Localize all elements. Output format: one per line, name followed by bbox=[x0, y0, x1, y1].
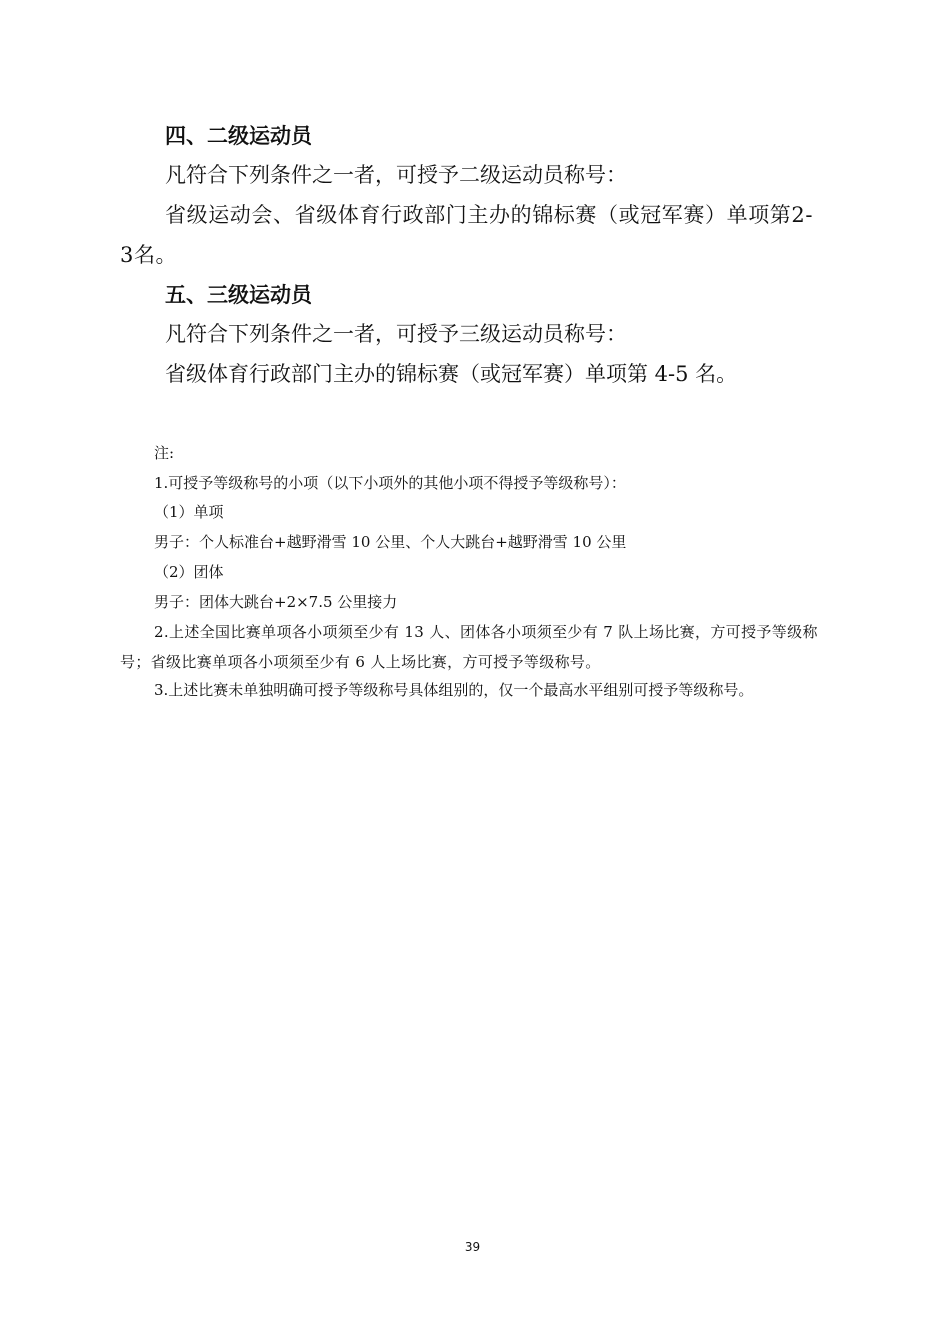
section-criteria: 省级体育行政部门主办的锦标赛（或冠军赛）单项第 4-5 名。 bbox=[165, 362, 738, 386]
section-criteria: 省级运动会、省级体育行政部门主办的锦标赛（或冠军赛）单项第2-3名。 bbox=[120, 203, 814, 267]
section-heading: 四、二级运动员 bbox=[165, 124, 312, 148]
section-heading: 五、三级运动员 bbox=[165, 283, 312, 307]
section-intro: 凡符合下列条件之一者，可授予三级运动员称号： bbox=[165, 322, 627, 346]
page-number: 39 bbox=[464, 1240, 481, 1254]
note-item-2: 2.上述全国比赛单项各小项须至少有 13 人、团体各小项须至少有 7 队上场比赛，方可授予等级称号；省级比赛单项各小项须至少有 6 人上场比赛，方可授予等级称号。 bbox=[120, 623, 818, 671]
note-individual-label: （1）单项 bbox=[154, 503, 224, 521]
section-intro: 凡符合下列条件之一者，可授予二级运动员称号： bbox=[165, 163, 627, 187]
note-team-label: （2）团体 bbox=[154, 563, 224, 581]
notes-label: 注: bbox=[154, 444, 175, 462]
note-individual-men: 男子：个人标准台+越野滑雪 10 公里、个人大跳台+越野滑雪 10 公里 bbox=[154, 533, 627, 551]
note-item-3: 3.上述比赛未单独明确可授予等级称号具体组别的，仅一个最高水平组别可授予等级称号。 bbox=[154, 681, 754, 699]
note-item-1: 1.可授予等级称号的小项（以下小项外的其他小项不得授予等级称号）： bbox=[154, 474, 626, 492]
note-team-men: 男子：团体大跳台+2×7.5 公里接力 bbox=[154, 593, 398, 611]
